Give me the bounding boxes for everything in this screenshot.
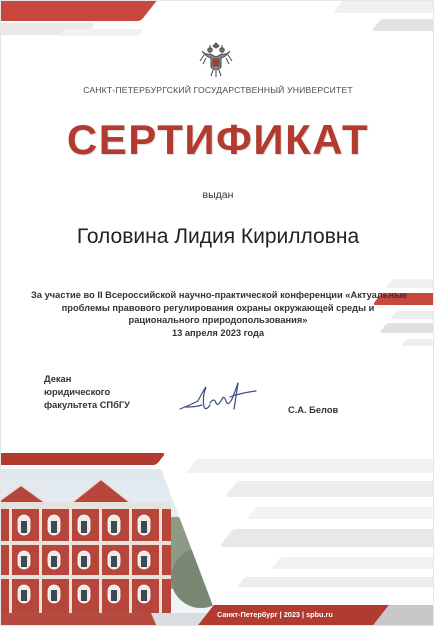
footer-text: Санкт-Петербург | 2023 | spbu.ru bbox=[217, 610, 333, 619]
certificate-title: СЕРТИФИКАТ bbox=[66, 116, 370, 163]
decor-stripe bbox=[186, 459, 434, 473]
signer-name: С.А. Белов bbox=[288, 405, 339, 415]
decor-stripe bbox=[225, 481, 434, 497]
decor-stripe bbox=[219, 529, 434, 547]
signature-icon bbox=[176, 377, 266, 417]
decor-stripe bbox=[271, 557, 434, 569]
signer-role-line: юридического bbox=[44, 387, 111, 397]
decor-stripe bbox=[58, 29, 143, 36]
emblem-icon bbox=[198, 39, 234, 79]
description-text bbox=[31, 289, 408, 339]
decor-stripe bbox=[0, 0, 161, 21]
description-line: проблемы правового регулирования охраны окружающей среды и bbox=[61, 302, 375, 313]
signer-role-line: Декан bbox=[44, 374, 72, 384]
decor-stripe bbox=[385, 279, 434, 288]
signer-role-line: факультета СПбГУ bbox=[44, 400, 130, 410]
signer-role bbox=[44, 373, 130, 412]
decor-stripe bbox=[237, 577, 434, 587]
decor-stripe bbox=[333, 0, 434, 13]
decor-stripe bbox=[400, 339, 434, 346]
issued-label: выдан bbox=[202, 189, 234, 201]
decor-stripe bbox=[246, 507, 434, 519]
event-date: 13 апреля 2023 года bbox=[171, 327, 265, 338]
decor-stripe bbox=[371, 19, 434, 31]
recipient-name: Головина Лидия Кирилловна bbox=[76, 225, 360, 248]
description-line: рационального природопользования» bbox=[128, 315, 308, 326]
university-building-image bbox=[1, 463, 221, 626]
university-name: САНКТ-ПЕТЕРБУРГСКИЙ ГОСУДАРСТВЕННЫЙ УНИВЕРСИТЕТ bbox=[83, 85, 353, 95]
description-line: За участие во II Всероссийской научно-практической конференции «Актуальные bbox=[31, 290, 408, 300]
